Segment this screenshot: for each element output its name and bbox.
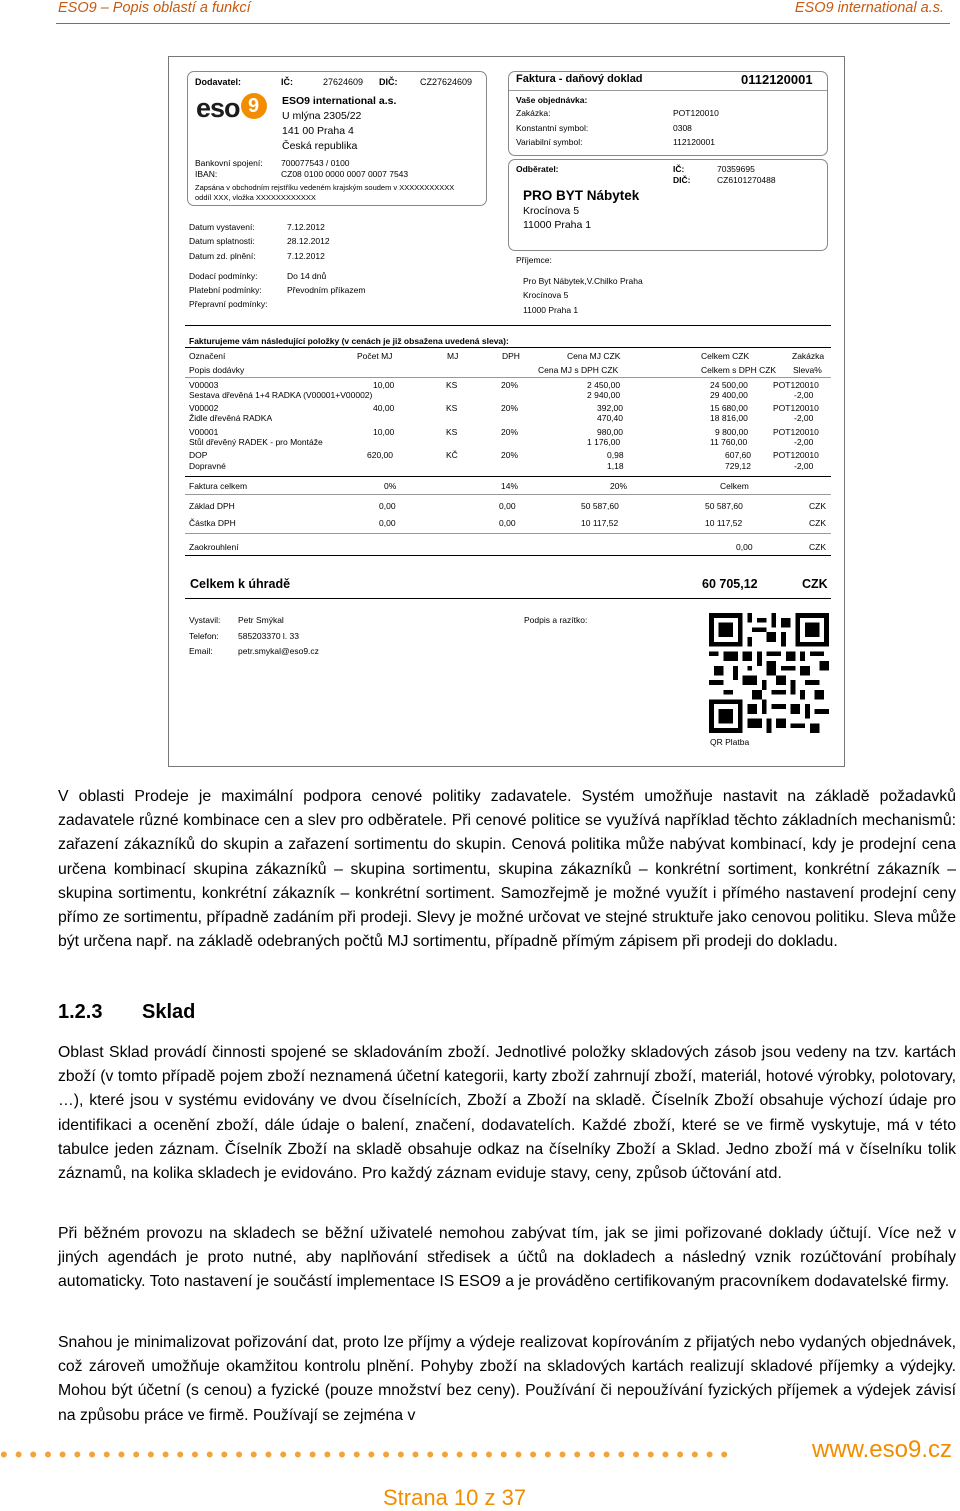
const-symbol-value: 0308: [673, 123, 692, 133]
col-vat: DPH: [502, 351, 520, 361]
item-desc: Stůl dřevěný RADEK - pro Montáže: [189, 437, 323, 447]
var-symbol-value: 112120001: [673, 137, 715, 147]
col-code: Označení: [189, 351, 226, 361]
supplier-country: Česká republika: [282, 140, 358, 152]
item-unit: KS: [446, 380, 458, 390]
grand-total-label: Celkem k úhradě: [190, 577, 291, 591]
item-price-vat: 1 176,00: [587, 437, 621, 447]
item-discount: -2,00: [794, 437, 814, 447]
paragraph-sklad: Oblast Sklad provádí činnosti spojené se skladováním zboží. Jednotlivé položky skladových zásob jsou vedeny na tzv. kartách zboží (v tomto případě pojem zboží neznamená účetní kategorii, karty zboží zahrnují zboží, materiál, hotové výrobky, polotovary, …), které jsou v systému evidovány ve dvou číselnících, Zboží a Zboží na skladě. Číselník Zboží obsahuje výchozí údaje pro identifikaci a ocenění zboží, dále údaje o balení, značení, dodavatelích. Každé zboží, které se ve firmě vyskytuje, má v této tabulce jeden záznam. Číselník Zboží na skladě obsahuje odkaz na číselníky Zboží a Sklad. Jedno zboží má v číselníku tolik záznamů, na kolika skladech je evidováno. Pro každý záznam eviduje stavy, ceny, způsob účtování atd.: [58, 1044, 956, 1183]
register-line1: Zapsána v obchodním rejstříku vedeném krajským soudem v XXXXXXXXXXX: [195, 183, 455, 192]
var-symbol-label: Variabilní symbol:: [516, 137, 583, 147]
item-qty: 10,00: [373, 380, 395, 390]
item-qty: 40,00: [373, 403, 395, 413]
grand-bottom-rule: [185, 598, 831, 599]
recipient-city: 11000 Praha 1: [523, 305, 579, 315]
summary-top-rule: [185, 476, 831, 477]
supplier-ic: 27624609: [323, 77, 364, 87]
customer-label: Odběratel:: [516, 164, 559, 174]
invoice-total-label: Faktura celkem: [189, 481, 248, 491]
summary-head-rule: [185, 494, 831, 495]
header-divider: [56, 23, 950, 24]
customer-street: Krocínova 5: [523, 205, 580, 217]
item-total-vat: 29 400,00: [710, 390, 748, 400]
eso9-logo: [196, 93, 278, 123]
grand-total-currency: CZK: [802, 577, 828, 591]
item-total: 9 800,00: [715, 427, 749, 437]
delivery-terms: Do 14 dnů: [287, 271, 327, 281]
tax-date-label: Datum zd. plnění:: [189, 251, 256, 261]
customer-dic-label: DIČ:: [673, 175, 691, 185]
col-price-vat: Cena MJ s DPH CZK: [538, 365, 619, 375]
iban-value: CZ08 0100 0000 0007 0007 7543: [281, 169, 409, 179]
items-col-rule: [185, 377, 831, 378]
item-unit: KČ: [446, 450, 458, 460]
header-document-title: ESO9 – Popis oblastí a funkcí: [58, 0, 251, 16]
vat-amount-14: 0,00: [499, 518, 516, 528]
recipient-label: Příjemce:: [516, 255, 552, 265]
item-desc: Židle dřevěná RADKA: [189, 413, 273, 423]
section-title: Sklad: [142, 1001, 196, 1023]
footer-dot-divider: ••••••••••••••••••••••••••••••••••••••••••••••••••: [0, 1442, 736, 1462]
vat-amount-0: 0,00: [379, 518, 396, 528]
item-price: 2 450,00: [587, 380, 621, 390]
item-discount: -2,00: [794, 390, 814, 400]
vat-amount-20: 10 117,52: [581, 518, 619, 528]
col-price: Cena MJ CZK: [567, 351, 621, 361]
rounding-rule: [185, 533, 831, 534]
customer-dic: CZ6101270488: [717, 175, 776, 185]
item-discount: -2,00: [794, 413, 814, 423]
item-discount: -2,00: [794, 461, 814, 471]
vat-base-0: 0,00: [379, 501, 396, 511]
recipient-street: Krocínova 5: [523, 290, 569, 300]
col-total: Celkem CZK: [701, 351, 750, 361]
vat-base-currency: CZK: [809, 501, 826, 511]
vat-amount-sum: 10 117,52: [705, 518, 743, 528]
tax-date: 7.12.2012: [287, 251, 325, 261]
issue-date: 7.12.2012: [287, 222, 325, 232]
item-price-vat: 470,40: [597, 413, 623, 423]
vat-base-sum: 50 587,60: [705, 501, 743, 511]
item-price: 980,00: [597, 427, 623, 437]
supplier-street: U mlýna 2305/22: [282, 110, 362, 122]
item-code: DOP: [189, 450, 208, 460]
item-order: POT120010: [773, 403, 819, 413]
page-header: [0, 0, 960, 24]
const-symbol-label: Konstantní symbol:: [516, 123, 589, 133]
email-value: petr.smykal@eso9.cz: [238, 646, 319, 656]
logo-text: eso: [196, 93, 240, 123]
issue-date-label: Datum vystavení:: [189, 222, 255, 232]
item-price-vat: 2 940,00: [587, 390, 621, 400]
customer-city: 11000 Praha 1: [523, 219, 592, 231]
email-label: Email:: [189, 646, 213, 656]
item-total: 24 500,00: [710, 380, 748, 390]
item-code: V00002: [189, 403, 219, 413]
item-unit: KS: [446, 427, 458, 437]
col-order: Zakázka: [792, 351, 825, 361]
vat-base-20: 50 587,60: [581, 501, 619, 511]
item-code: V00001: [189, 427, 219, 437]
paragraph-snaha: Snahou je minimalizovat pořizování dat, proto lze příjmy a výdeje realizovat kopírováním z přijatých nebo vydaných objednávek, což zároveň umožňuje okamžitou kontrolu plnění. Pohyby zboží na skladových kartách realizují skladové příjemky a výdejky. Mohou být účetní (s cenou) a fyzické (pouze množství bez ceny). Používání či nepoužívání fyzických příjemek a výdejek závisí na způsobu práce ve firmě. Používají se zejména v: [58, 1334, 956, 1424]
section-heading: [58, 1001, 195, 1024]
supplier-dic: CZ27624609: [420, 77, 473, 87]
item-price-vat: 1,18: [607, 461, 624, 471]
item-total-vat: 11 760,00: [710, 437, 748, 447]
item-total-vat: 729,12: [725, 461, 751, 471]
register-line2: oddíl XXX, vložka XXXXXXXXXXXX: [195, 193, 316, 202]
customer-ic: 70359695: [717, 164, 755, 174]
document-divider: [509, 90, 827, 91]
order-label: Vaše objednávka:: [516, 95, 588, 105]
paragraph-prodej: V oblasti Prodeje je maximální podpora cenové politiky zadavatele. Systém umožňuje nastavit na základě požadavků zadavatele různé kombinace cen a slev pro odběratele. Při cenové politice se využívá například těchto základních mechanismů: zařazení zákazníků do skupin a zařazení sortimentu do skupin. Cenová politika může nabývat kombinací, kdy je prodejní cena určena kombinací skupina zákazníků – skupina sortimentu, skupina zákazníků – konkrétní sortiment, konkrétní zákazník – skupina sortimentu, konkrétní zákazník – konkrétní sortiment. Samozřejmě je možné využít i přímého nastavení prodejní ceny přímo ze sortimentu, případně zadáním při prodeji. Slevy je možné určovat ve stejné struktuře jako cenovou politiku. Sleva může být určena např. na základě odebraných počtů MJ sortimentu, případně přímým zápisem při prodeji do dokladu.: [58, 788, 956, 951]
item-total-vat: 18 816,00: [710, 413, 748, 423]
due-date-label: Datum splatnosti:: [189, 236, 255, 246]
phone-label: Telefon:: [189, 631, 219, 641]
item-order: POT120010: [773, 427, 819, 437]
qr-code-icon: [709, 613, 829, 733]
rounding-currency: CZK: [809, 542, 826, 552]
vat-base-14: 0,00: [499, 501, 516, 511]
item-desc: Dopravné: [189, 461, 226, 471]
transport-terms-label: Přepravní podmínky:: [189, 299, 268, 309]
invoice-number: 0112120001: [741, 72, 813, 87]
items-top-rule: [185, 325, 831, 326]
header-company: ESO9 international a.s.: [794, 0, 944, 16]
vat-amount-label: Částka DPH: [189, 518, 236, 528]
item-code: V00003: [189, 380, 219, 390]
item-total: 15 680,00: [710, 403, 748, 413]
grand-top-rule: [185, 555, 831, 556]
item-unit: KS: [446, 403, 458, 413]
customer-name: PRO BYT Nábytek: [523, 188, 640, 203]
rate-0: 0%: [384, 481, 397, 491]
iban-label: IBAN:: [195, 169, 218, 179]
items-intro: Fakturujeme vám následující položky (v cenách je již obsažena uvedená sleva):: [189, 336, 509, 346]
signature-label: Podpis a razítko:: [524, 615, 588, 625]
contract-value: POT120010: [673, 108, 719, 118]
page-number: Strana 10 z 37: [383, 1485, 527, 1510]
customer-ic-label: IČ:: [673, 164, 685, 174]
section-number: 1.2.3: [58, 1001, 103, 1023]
col-unit: MJ: [447, 351, 459, 361]
vat-base-label: Základ DPH: [189, 501, 235, 511]
payment-terms: Převodním příkazem: [287, 285, 366, 295]
phone-value: 585203370 l. 33: [238, 631, 299, 641]
item-order: POT120010: [773, 380, 819, 390]
rounding-label: Zaokrouhlení: [189, 542, 239, 552]
issued-by: Petr Smýkal: [238, 615, 284, 625]
delivery-terms-label: Dodací podmínky:: [189, 271, 258, 281]
issued-by-label: Vystavil:: [189, 615, 221, 625]
bank-value: 700077543 / 0100: [281, 158, 350, 168]
item-qty: 620,00: [367, 450, 393, 460]
website-link[interactable]: www.eso9.cz: [811, 1436, 952, 1463]
col-discount: Sleva%: [793, 365, 822, 375]
col-qty: Počet MJ: [357, 351, 393, 361]
supplier-dic-label: DIČ:: [379, 77, 398, 87]
rate-20: 20%: [610, 481, 628, 491]
contract-label: Zakázka:: [516, 108, 551, 118]
item-price: 0,98: [607, 450, 624, 460]
sum-label: Celkem: [720, 481, 749, 491]
item-order: POT120010: [773, 450, 819, 460]
vat-amount-currency: CZK: [809, 518, 826, 528]
supplier-city: 141 00 Praha 4: [282, 125, 354, 137]
qr-label: QR Platba: [710, 737, 750, 747]
supplier-name: ESO9 international a.s.: [282, 95, 397, 107]
item-vat: 20%: [501, 450, 519, 460]
rounding-value: 0,00: [736, 542, 753, 552]
item-desc: Sestava dřevěná 1+4 RADKA (V00001+V00002): [189, 390, 373, 400]
item-price: 392,00: [597, 403, 623, 413]
paragraph-provoz: Při běžném provozu na skladech se běžní uživatelé nemohou zabývat tím, jak se jimi pořizované doklady účtují. Více než v jiných agendách je proto nutné, aby naplňování středisek a účtů na dokladech a následný vznik rozúčtování probíhaly automaticky. Toto nastavení je součástí implementace IS ESO9 a je prováděno certifikovaným pracovníkem dodavatelské firmy.: [58, 1225, 956, 1291]
invoice-figure: [168, 56, 845, 767]
item-total: 607,60: [725, 450, 751, 460]
item-vat: 20%: [501, 403, 519, 413]
item-vat: 20%: [501, 380, 519, 390]
bank-label: Bankovní spojení:: [195, 158, 263, 168]
item-qty: 10,00: [373, 427, 395, 437]
supplier-ic-label: IČ:: [281, 77, 293, 87]
invoice-title: Faktura - daňový doklad: [516, 73, 643, 85]
recipient-name: Pro Byt Nábytek,V.Chilko Praha: [523, 276, 643, 286]
col-desc: Popis dodávky: [189, 365, 245, 375]
logo-nine: 9: [241, 93, 267, 119]
col-total-vat: Celkem s DPH CZK: [701, 365, 777, 375]
due-date: 28.12.2012: [287, 236, 330, 246]
payment-terms-label: Platební podmínky:: [189, 285, 262, 295]
grand-total-value: 60 705,12: [702, 577, 758, 591]
rate-14: 14%: [501, 481, 519, 491]
item-vat: 20%: [501, 427, 519, 437]
supplier-label: Dodavatel:: [195, 77, 242, 87]
items-head-rule: [185, 347, 831, 348]
